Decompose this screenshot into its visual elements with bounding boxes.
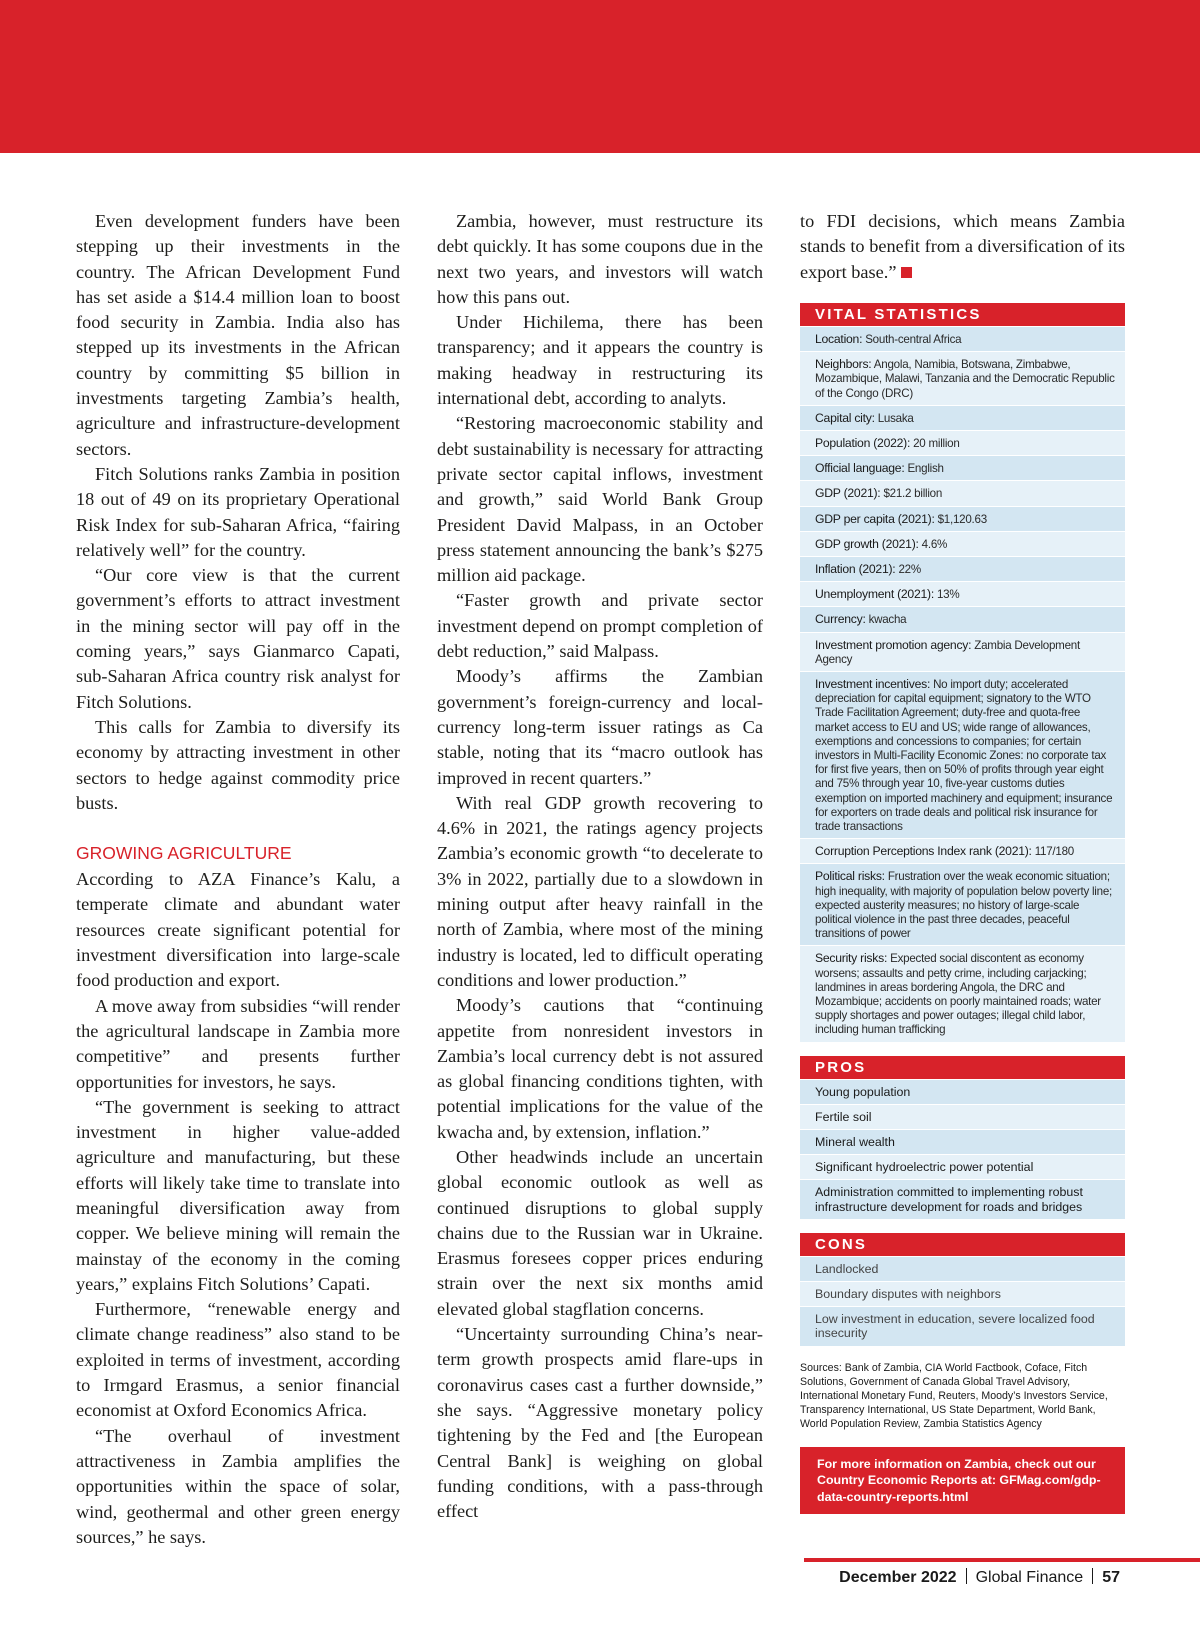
sources-note: Sources: Bank of Zambia, CIA World Factbook, Coface, Fitch Solutions, Government of Canada Global Travel Advisory, International Monetary Fund, Reuters, Moody’s Investors Service, Transparency International, US State Department, World Bank, World Population Review, Zambia Statistics Agency xyxy=(800,1361,1108,1430)
vital-stat-row xyxy=(800,945,1125,1041)
footer-separator xyxy=(966,1568,967,1584)
paragraph: “Uncertainty surrounding China’s near-term growth prospects amid flare-ups in coronavirus cases cast a further downside,” she says. “Aggressive monetary policy tightening by the Fed and [the European Central Bank] is weighing on global funding conditions, with a pass-through effect xyxy=(437,1324,763,1522)
vital-stat-value: English xyxy=(907,462,944,476)
end-of-article-mark xyxy=(901,267,912,278)
vital-stat-value: 4.6% xyxy=(921,537,948,551)
pros-item: Young population xyxy=(800,1079,1125,1104)
vital-stat-value: South-central Africa xyxy=(865,332,962,346)
vital-stat-row xyxy=(800,863,1125,945)
vital-stat-label: Security risks: xyxy=(815,951,888,966)
vital-stat-label: Corruption Perceptions Index rank (2021): xyxy=(815,844,1032,859)
pros-box xyxy=(800,1056,1125,1219)
vital-stat-value: $21.2 billion xyxy=(883,487,943,501)
vital-stat-label: Population (2022): xyxy=(815,435,911,450)
paragraph: “Our core view is that the current government’s efforts to attract investment in the mining sector will pay off in the coming years,” says Gianmarco Capati, sub-Saharan Africa country risk analyst for Fitch Solutions. xyxy=(76,565,400,712)
pros-item: Significant hydroelectric power potential xyxy=(800,1154,1125,1179)
footer-date: December 2022 xyxy=(839,1569,957,1586)
paragraph-text: to FDI decisions, which means Zambia stands to benefit from a diversification of its export base.” xyxy=(800,211,1125,282)
paragraph xyxy=(800,209,1125,285)
section-subhead: GROWING AGRICULTURE xyxy=(76,843,292,864)
pros-item: Mineral wealth xyxy=(800,1129,1125,1154)
article-column-1 xyxy=(76,209,400,1550)
paragraph: According to AZA Finance’s Kalu, a temperate climate and abundant water resources create significant potential for investment diversification into large-scale food production and export. xyxy=(76,869,400,991)
vital-statistics-box xyxy=(800,303,1125,1042)
article-column-2 xyxy=(437,209,763,1524)
vital-statistics-rows xyxy=(800,326,1125,1042)
vital-stat-row xyxy=(800,480,1125,505)
cons-box xyxy=(800,1233,1125,1346)
vital-stat-label: GDP per capita (2021): xyxy=(815,511,935,526)
paragraph: This calls for Zambia to diversify its economy by attracting investment in other sectors to hedge against commodity price busts. xyxy=(76,716,400,813)
vital-stat-value: $1,120.63 xyxy=(937,512,987,526)
vital-stat-row xyxy=(800,632,1125,671)
pros-item: Administration committed to implementing robust infrastructure development for roads and bridges xyxy=(800,1179,1125,1218)
vital-stat-row xyxy=(800,606,1125,631)
pros-item: Fertile soil xyxy=(800,1104,1125,1129)
vital-stat-row xyxy=(800,506,1125,531)
cons-item: Low investment in education, severe localized food insecurity xyxy=(800,1306,1125,1345)
vital-stat-value: kwacha xyxy=(868,613,907,627)
vital-stat-value: No import duty; accelerated depreciation for capital equipment; signatory to the WTO Trade Facilitation Agreement; duty-free and quota-free market access to EU and US; wide range of allowances, exemptions and concessions to companies; for certain investors in Multi-Facility Economic Zones: no corporate tax for first five years, then on 50% of profits through year eight and 75% through year 10, five-year customs duties exemption on imported machinery and equipment; insurance for exporters on trade deals and political risk insurance for trade transactions xyxy=(815,677,1113,833)
paragraph: Moody’s affirms the Zambian government’s foreign-currency and local-currency long-term issuer ratings as Ca stable, noting that its “macro outlook has improved in recent quarters.” xyxy=(437,666,763,788)
vital-stat-label: Official language: xyxy=(815,461,905,476)
pros-header: PROS xyxy=(800,1056,1125,1079)
vital-stat-label: Investment incentives: xyxy=(815,676,931,691)
vital-stat-row xyxy=(800,838,1125,863)
more-info-box[interactable]: For more information on Zambia, check out our Country Economic Reports at: GFMag.com/gdp-data-country-reports.html xyxy=(800,1447,1125,1515)
paragraph: Even development funders have been stepping up their investments in the country. The African Development Fund has set aside a $14.4 million loan to boost food security in Zambia. India also has stepped up its investments in the African country by committing $5 billion in investments targeting Zambia’s health, agriculture and infrastructure-development sectors. xyxy=(76,211,400,459)
footer-rule xyxy=(804,1558,1200,1562)
vital-stat-row xyxy=(800,671,1125,838)
vital-stat-value: Angola, Namibia, Botswana, Zimbabwe, Mozambique, Malawi, Tanzania and the Democratic Republic of the Congo (DRC) xyxy=(815,358,1115,400)
paragraph: A move away from subsidies “will render the agricultural landscape in Zambia more competitive” and presents further opportunities for investors, he says. xyxy=(76,995,400,1092)
paragraph: Furthermore, “renewable energy and climate change readiness” also stand to be exploited in terms of investment, according to Irmgard Erasmus, a senior financial economist at Oxford Economics Africa. xyxy=(76,1299,400,1421)
footer-publication: Global Finance xyxy=(975,1569,1084,1586)
vital-stat-label: Capital city: xyxy=(815,410,875,425)
paragraph: Moody’s cautions that “continuing appetite from nonresident investors in Zambia’s local currency debt is not assured as global financing conditions tighten, with potential implications for the value of the kwacha and, by extension, inflation.” xyxy=(437,995,763,1142)
vital-stat-value: Expected social discontent as economy worsens; assaults and petty crime, including carjacking; landmines in areas bordering Angola, the DRC and Mozambique; accidents on poorly maintained roads; water supply shortages and power outages; illegal child labor, including human trafficking xyxy=(815,952,1101,1037)
page-number: 57 xyxy=(1102,1569,1120,1586)
paragraph: Under Hichilema, there has been transparency; and it appears the country is making headway in restructuring its international debt, according to analyts. xyxy=(437,312,763,409)
cons-item: Landlocked xyxy=(800,1256,1125,1281)
vital-stat-value: 22% xyxy=(898,562,921,576)
vital-stat-label: Investment promotion agency: xyxy=(815,637,972,652)
vital-stat-row xyxy=(800,430,1125,455)
vital-stat-value: Lusaka xyxy=(877,411,914,425)
vital-stat-label: Currency: xyxy=(815,612,866,627)
cons-list xyxy=(800,1256,1125,1346)
vital-stat-value: 20 million xyxy=(913,436,960,450)
vital-stat-label: Neighbors: xyxy=(815,357,872,372)
paragraph: With real GDP growth recovering to 4.6% in 2021, the ratings agency projects Zambia’s economic growth “to decelerate to 3% in 2022, partially due to a slowdown in mining output after heavy rainfall in the north of Zambia, where most of the mining industry is located, led to difficult operating conditions and lower production.” xyxy=(437,792,763,990)
vital-stat-value: 13% xyxy=(936,588,960,602)
cons-header: CONS xyxy=(800,1233,1125,1256)
vital-stat-value: Zambia Development Agency xyxy=(815,638,1080,666)
paragraph: “The overhaul of investment attractiveness in Zambia amplifies the opportunities within the space of solar, wind, geothermal and other green energy sources,” he says. xyxy=(76,1425,400,1547)
vital-stat-label: Political risks: xyxy=(815,869,885,884)
vital-stat-row xyxy=(800,556,1125,581)
vital-statistics-header: VITAL STATISTICS xyxy=(800,303,1125,326)
vital-stat-value: Frustration over the weak economic situation; high inequality, with majority of population below poverty line; expected austerity measures; no history of large-scale political violence in the past three decades, peaceful transitions of power xyxy=(815,870,1112,941)
page-footer xyxy=(839,1568,1120,1588)
vital-stat-label: GDP growth (2021): xyxy=(815,536,919,551)
top-red-band xyxy=(0,0,1200,153)
article-column-3 xyxy=(800,209,1125,1514)
vital-stat-row xyxy=(800,531,1125,556)
cons-item: Boundary disputes with neighbors xyxy=(800,1281,1125,1306)
footer-separator xyxy=(1092,1568,1093,1584)
paragraph: “The government is seeking to attract investment in higher value-added agriculture and manufacturing, but these efforts will likely take time to translate into meaningful diversification away from copper. We believe mining will remain the mainstay of the economy in the coming years,” explains Fitch Solutions’ Capati. xyxy=(76,1096,400,1294)
paragraph: “Restoring macroeconomic stability and debt sustainability is necessary for attracting private sector capital inflows, investment and growth,” said World Bank Group President David Malpass, in an October press statement announcing the bank’s $275 million aid package. xyxy=(437,413,763,586)
vital-stat-row xyxy=(800,581,1125,606)
paragraph: Other headwinds include an uncertain global economic outlook as well as continued disruptions to global supply chains due to the Russian war in Ukraine. Erasmus foresees copper prices enduring strain over the next six months amid elevated global stagflation concerns. xyxy=(437,1146,763,1319)
vital-stat-label: Inflation (2021): xyxy=(815,561,896,576)
vital-stat-label: Location: xyxy=(815,331,863,346)
vital-stat-row xyxy=(800,326,1125,351)
vital-stat-row xyxy=(800,405,1125,430)
vital-stat-row xyxy=(800,455,1125,480)
vital-stat-row xyxy=(800,351,1125,405)
vital-stat-label: GDP (2021): xyxy=(815,486,881,501)
paragraph: “Faster growth and private sector investment depend on prompt completion of debt reduction,” said Malpass. xyxy=(437,590,763,662)
pros-list xyxy=(800,1079,1125,1219)
paragraph: Fitch Solutions ranks Zambia in position 18 out of 49 on its proprietary Operational Risk Index for sub-Saharan Africa, “fairing relatively well” for the country. xyxy=(76,463,400,560)
paragraph: Zambia, however, must restructure its debt quickly. It has some coupons due in the next two years, and investors will watch how this pans out. xyxy=(437,211,763,307)
vital-stat-label: Unemployment (2021): xyxy=(815,587,934,602)
vital-stat-value: 117/180 xyxy=(1034,845,1074,859)
